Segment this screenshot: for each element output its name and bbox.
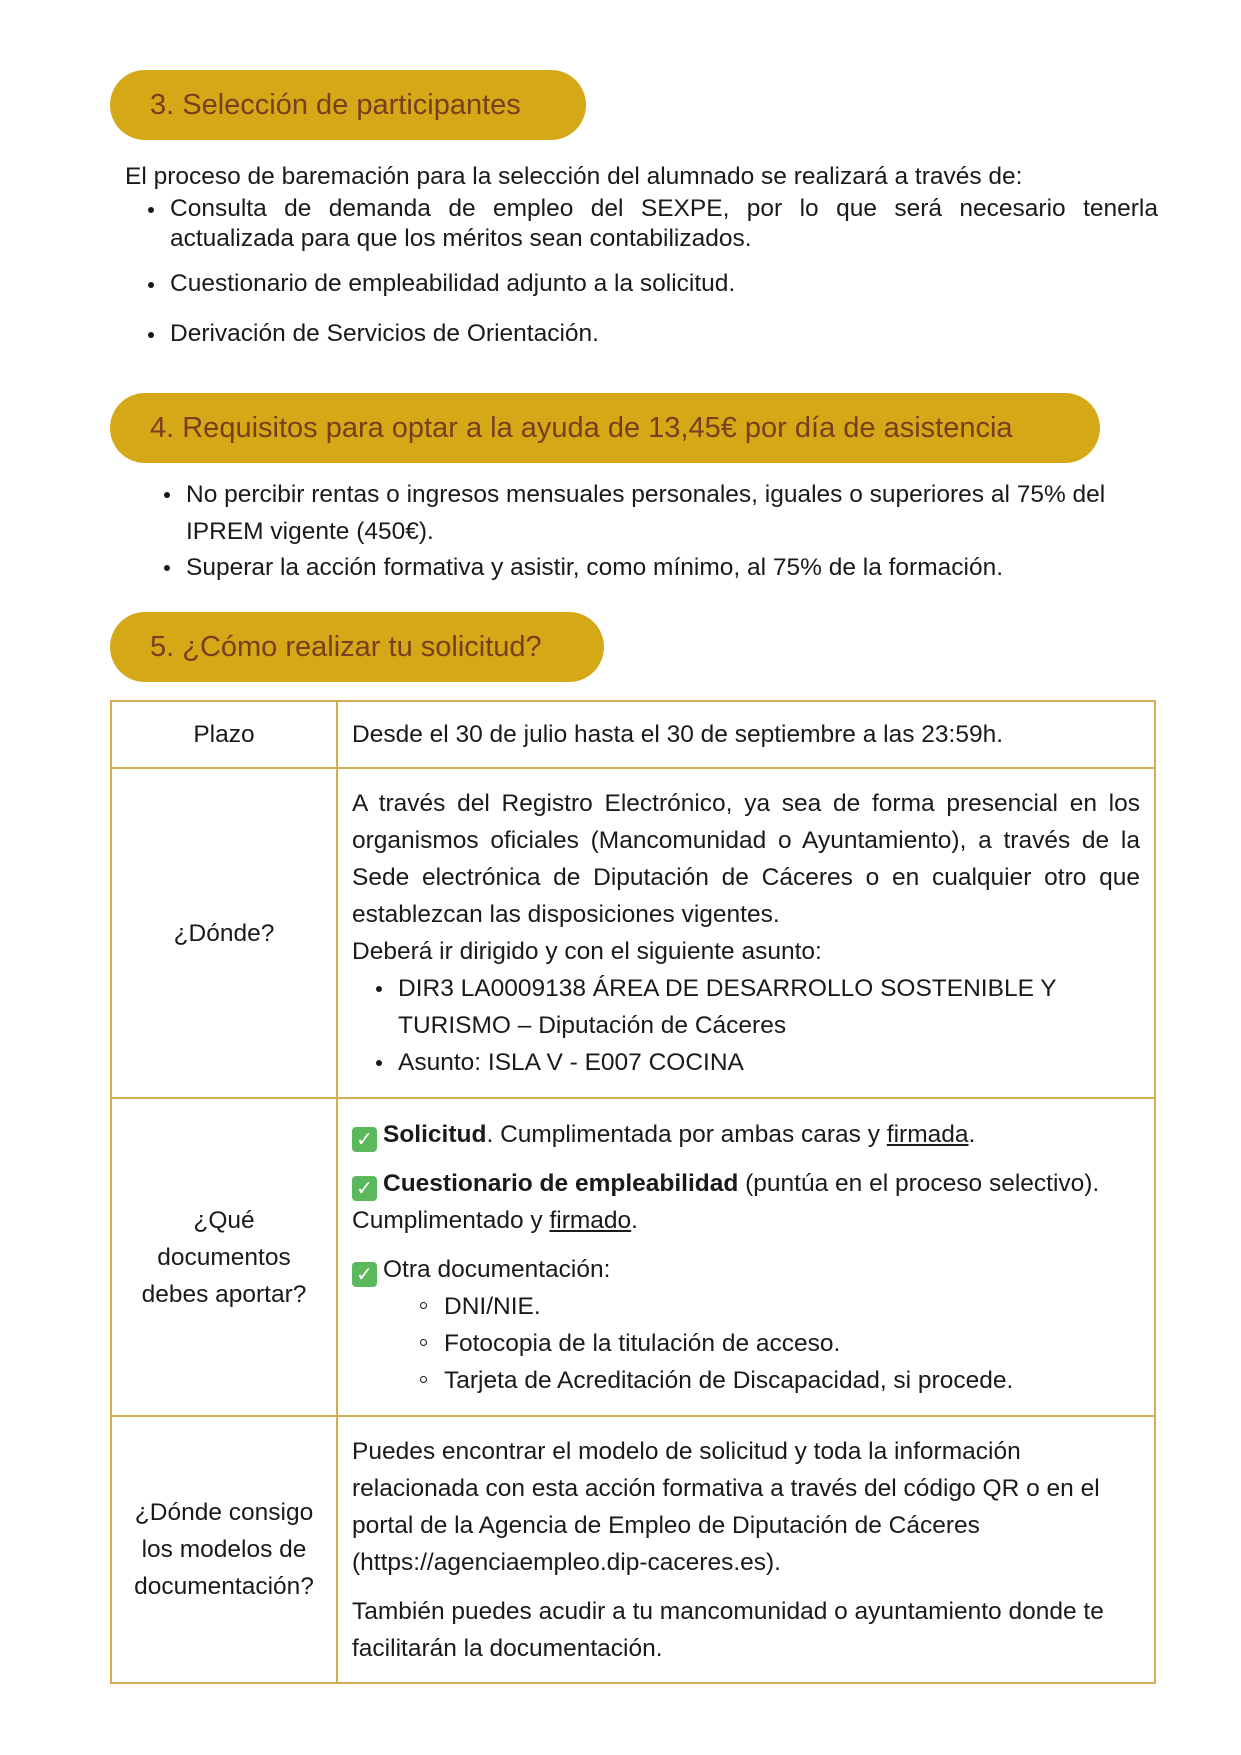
- table-row: [111, 1098, 1155, 1416]
- bullet-icon: [164, 565, 170, 571]
- list-item: DNI/NIE.: [444, 1288, 1140, 1325]
- circle-bullet-icon: [420, 1302, 427, 1309]
- list-item: Asunto: ISLA V - E007 COCINA: [398, 1044, 1140, 1081]
- row-value-plazo: Desde el 30 de julio hasta el 30 de septiembre a las 23:59h.: [337, 701, 1155, 768]
- section-3-heading: 3. Selección de participantes: [110, 70, 586, 140]
- list-item: Consulta de demanda de empleo del SEXPE, por lo que será necesario tenerla actualizada para que los méritos sean contabilizados.: [148, 194, 1158, 254]
- row-label-documentos: ¿Qué documentos debes aportar?: [111, 1098, 337, 1416]
- signed-link: firmado: [549, 1206, 632, 1234]
- bullet-icon: [148, 332, 154, 338]
- list-item: Superar la acción formativa y asistir, como mínimo, al 75% de la formación.: [164, 549, 1164, 586]
- row-label-donde: ¿Dónde?: [111, 768, 337, 1098]
- signed-link: firmada: [886, 1120, 969, 1148]
- list-item: No percibir rentas o ingresos mensuales personales, iguales o superiores al 75% del IPREM vigente (450€).: [164, 476, 1164, 550]
- circle-bullet-icon: [420, 1376, 427, 1383]
- list-item: Fotocopia de la titulación de acceso.: [444, 1325, 1140, 1362]
- row-value-donde: [337, 768, 1155, 1098]
- application-table: [110, 700, 1156, 1684]
- row-label-modelos: ¿Dónde consigo los modelos de documentación?: [111, 1416, 337, 1683]
- otra-doc-list: [352, 1288, 1140, 1399]
- modelos-text-2: También puedes acudir a tu mancomunidad o ayuntamiento donde te facilitarán la documentación.: [352, 1597, 1104, 1662]
- asunto-list: [352, 970, 1140, 1081]
- section-3-intro: El proceso de baremación para la selección del alumnado se realizará a través de:: [125, 163, 1023, 190]
- doc-otra: ✓ Otra documentación:: [352, 1251, 1140, 1288]
- bullet-icon: [148, 207, 154, 213]
- row-value-documentos: [337, 1098, 1155, 1416]
- check-icon: ✓: [352, 1262, 377, 1287]
- section-5-heading: 5. ¿Cómo realizar tu solicitud?: [110, 612, 604, 682]
- doc-solicitud: ✓ Solicitud. Cumplimentada por ambas caras y firmada.: [352, 1116, 1140, 1153]
- doc-cuestionario: ✓ Cuestionario de empleabilidad (puntúa en el proceso selectivo). Cumplimentado y firmado.: [352, 1169, 1100, 1234]
- bullet-icon: [376, 986, 382, 992]
- table-row: [111, 768, 1155, 1098]
- row-value-modelos: [337, 1416, 1155, 1683]
- check-icon: ✓: [352, 1127, 377, 1152]
- list-item: DIR3 LA0009138 ÁREA DE DESARROLLO SOSTENIBLE Y TURISMO – Diputación de Cáceres: [398, 970, 1140, 1044]
- check-icon: ✓: [352, 1176, 377, 1201]
- modelos-text: Puedes encontrar el modelo de solicitud y toda la información relacionada con esta acción formativa a través del código QR o en el portal de la Agencia de Empleo de Diputación de Cáceres (https://agenciaempleo.dip-caceres.es).: [352, 1437, 1100, 1576]
- asunto-intro: Deberá ir dirigido y con el siguiente asunto:: [352, 938, 822, 965]
- bullet-icon: [376, 1060, 382, 1066]
- bullet-icon: [148, 282, 154, 288]
- section-4-heading: 4. Requisitos para optar a la ayuda de 13,45€ por día de asistencia: [110, 393, 1100, 463]
- table-row: [111, 701, 1155, 768]
- bullet-icon: [164, 492, 170, 498]
- list-item: Cuestionario de empleabilidad adjunto a la solicitud.: [148, 269, 1158, 299]
- donde-text: A través del Registro Electrónico, ya sea de forma presencial en los organismos oficiales (Mancomunidad o Ayuntamiento), a través de la Sede electrónica de Diputación de Cáceres o en cualquier otro que establezcan las disposiciones vigentes.: [352, 790, 1140, 928]
- list-item: Tarjeta de Acreditación de Discapacidad, si procede.: [444, 1362, 1140, 1399]
- table-row: [111, 1416, 1155, 1683]
- list-item: Derivación de Servicios de Orientación.: [148, 319, 1158, 349]
- row-label-plazo: Plazo: [111, 701, 337, 768]
- circle-bullet-icon: [420, 1339, 427, 1346]
